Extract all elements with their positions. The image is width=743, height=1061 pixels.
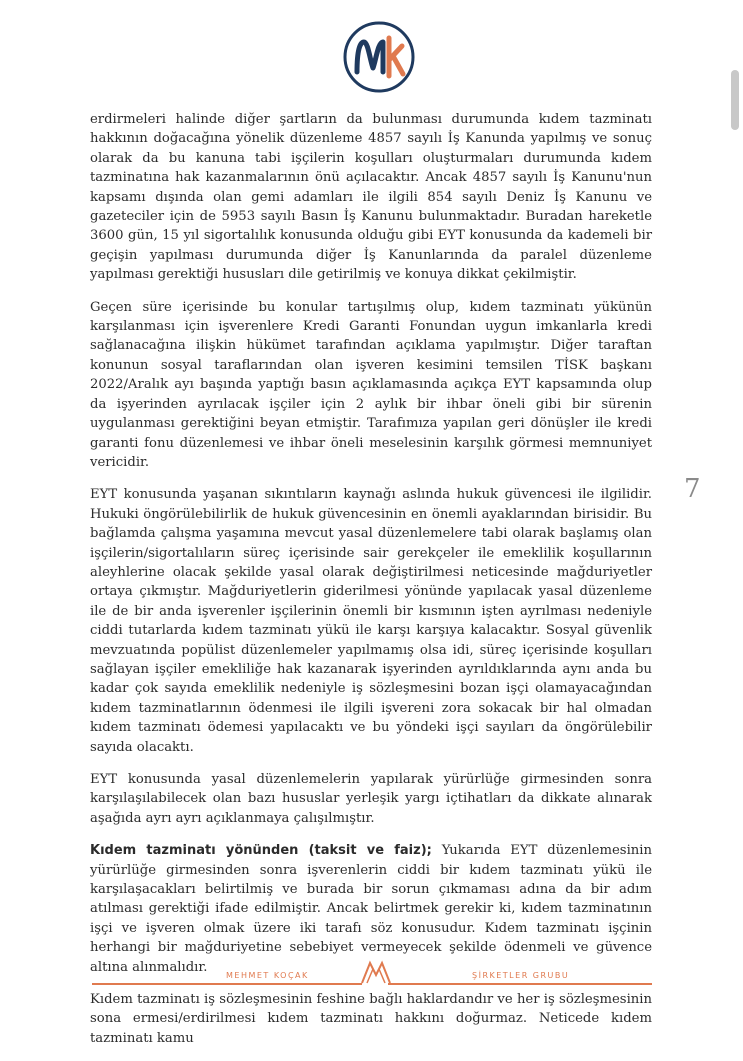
page-number: 7 [684,474,701,504]
company-logo [342,20,416,94]
scrollbar-thumb[interactable] [731,70,739,130]
mk-monogram-icon [342,20,416,94]
paragraph: Geçen süre içerisinde bu konular tartışılmış olup, kıdem tazminatı yükünün karşılanması için işverenlere Kredi Garanti Fonundan uygun imkanlarla kredi sağlanacağına ilişkin hükümet tarafından açıklama yapılmıştır. Diğer taraftan konunun sosyal taraflarından olan işveren kesimini temsilen TİSK başkanı 2022/Aralık ayı başında yaptığı basın açıklamasında açıkça EYT kapsamında olup da işyerinden ayrılacak işçiler için 2 aylık bir ihbar öneli gibi bir sürenin uygulanması gerektiğini beyan etmiştir. Tarafımıza yapılan geri dönüşler ile kredi garanti fonu düzenlemesi ve ihbar öneli meselesinin karşılık görmesi memnuniyet vericidir. [90,299,652,470]
section-heading: Kıdem tazminatı yönünden (taksit ve faiz); [90,843,432,859]
footer-name: MEHMET KOÇAK [222,971,313,980]
document-body [90,110,652,1061]
page-footer [92,955,652,995]
mountain-mark-icon [360,955,392,987]
paragraph: EYT konusunda yasal düzenlemelerin yapılarak yürürlüğe girmesinden sonra karşılaşılabilecek olan bazı hususlar yerleşik yargı içtihatları da dikkate alınarak aşağıda ayrı ayrı açıklanmaya çalışılmıştır. [90,772,652,826]
section-text: Yukarıda EYT düzenlemesinin yürürlüğe girmesinden sonra işverenlerin ciddi bir kıdem tazminatı yükü ile karşılaşacakları belirtilmiş ve burada bir sorun çıkmaması adına da bir adım atılması gerektiği ifade edilmiştir. Ancak belirtmek gerekir ki, kıdem tazminatının işçi ve işveren olmak üzere iki tarafı söz konusudur. Kıdem tazminatı işçinin herhangi bir mağduriyetine sebebiyet vermeyecek şekilde ödenmeli ve güvence altına alınmalıdır. [90,843,652,975]
paragraph: EYT konusunda yaşanan sıkıntıların kaynağı aslında hukuk güvencesi ile ilgilidir. Hukuki öngörülebilirlik de hukuk güvencesinin en önemli ayaklarından birisidir. Bu bağlamda çalışma yaşamına mevcut yasal düzenlemelere tabi olarak başlamış olan işçilerin/sigortalıların süreç içerisinde sair gerekçeler ile emeklilik koşullarının aleyhlerine olacak şekilde yasal olarak değiştirilmesi neticesinde mağduriyetler ortaya çıkmıştır. Mağduriyetlerin giderilmesi yönünde yapılacak yasal düzenleme ile de bir anda işverenler işçilerinin önemli bir kısmının işten ayrılması nedeniyle ciddi tutarlarda kıdem tazminatı yükü ile karşı karşıya kalacaktır. Sosyal güvenlik mevzuatında popülist düzenlemeler yapılmamış olsa idi, süreç içerisinde koşulları sağlayan işçiler emekliliğe hak kazanarak işyerinden ayrıldıklarında aynı anda bu kadar çok sayıda emeklilik nedeniyle iş sözleşmesini bozan işçi olamayacağından kıdem tazminatlarının ödenmesi ile ilgili işvereni zora sokacak bir hal olmadan kıdem tazminatı ödemesi yapılacaktı ve bu yöndeki işçi sayıları da öngörülebilir sayıda olacaktı. [90,487,652,755]
footer-divider-right [388,983,652,985]
footer-divider-left [92,983,362,985]
footer-group: ŞİRKETLER GRUBU [468,971,573,980]
paragraph: erdirmeleri halinde diğer şartların da bulunması durumunda kıdem tazminatı hakkının doğacağına yönelik düzenleme 4857 sayılı İş Kanunda yapılmış ve sonuç olarak da bu kanuna tabi işçilerin koşulları oluşturmaları durumunda kıdem tazminatına hak kazanmalarının önü açılacaktır. Ancak 4857 sayılı İş Kanunu'nun kapsamı dışında olan gemi adamları ile ilgili 854 sayılı Deniz İş Kanunu ve gazeteciler için de 5953 sayılı Basın İş Kanunu bulunmaktadır. Buradan hareketle 3600 gün, 15 yıl sigortalılık konusunda olduğu gibi EYT konusunda da kademeli bir geçişin yapılması durumunda diğer İş Kanunlarında da paralel düzenleme yapılması gerektiği hususları dile getirilmiş ve konuya dikkat çekilmiştir. [90,112,652,283]
paragraph: Kıdem tazminatı iş sözleşmesinin feshine bağlı haklardandır ve her iş sözleşmesinin sona ermesi/erdirilmesi kıdem tazminatı hakkını doğurmaz. Neticede kıdem tazminatı kamu [90,992,652,1046]
